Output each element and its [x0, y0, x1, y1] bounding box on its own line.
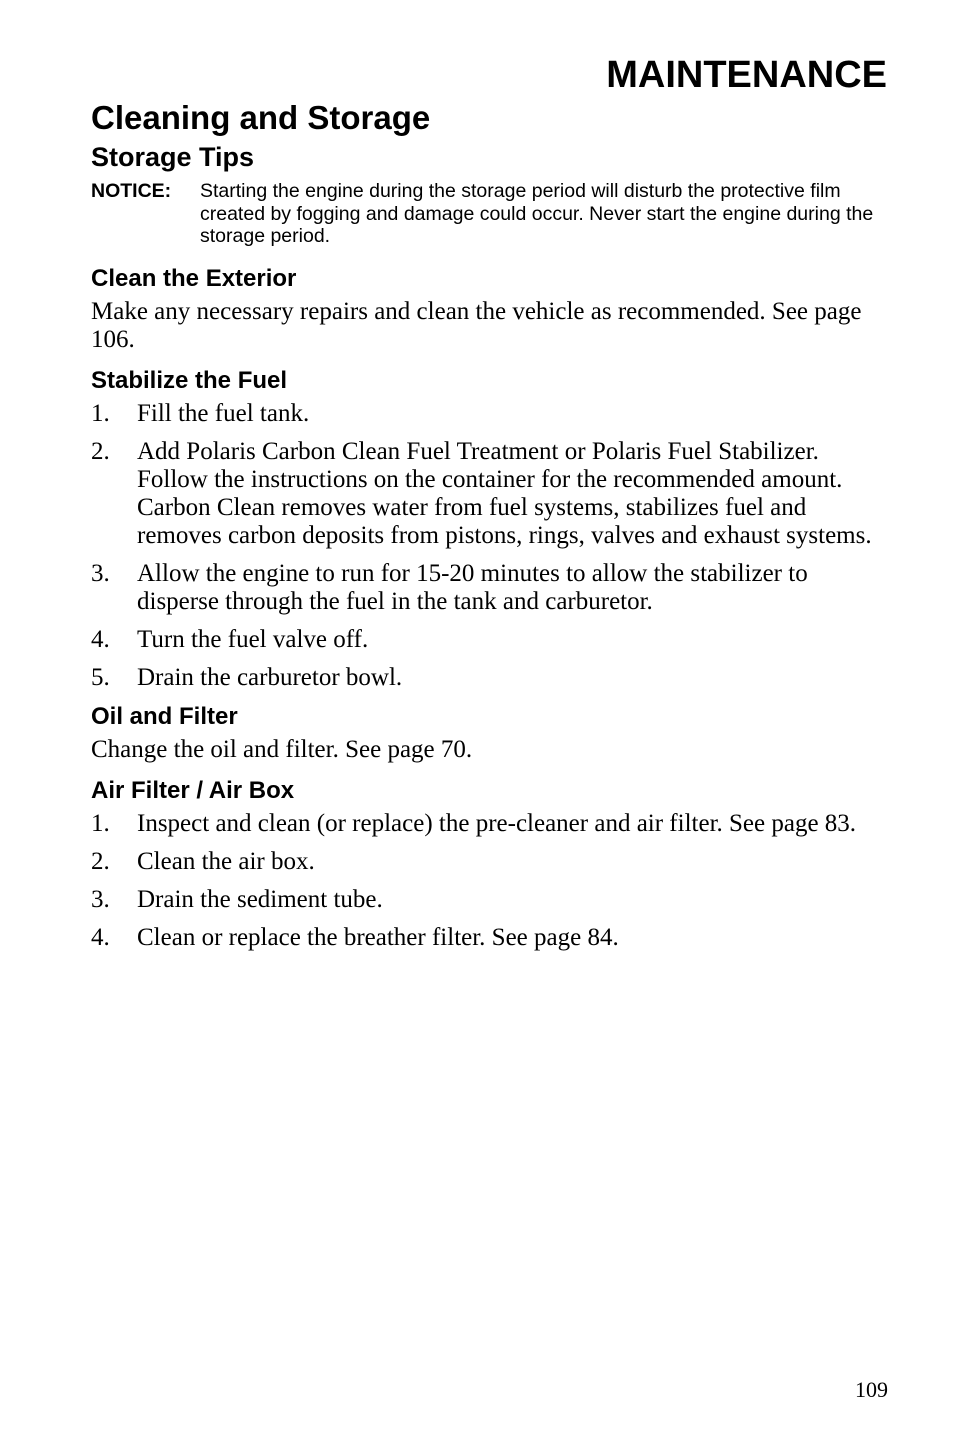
- list-item-text: Clean the air box.: [137, 847, 315, 875]
- list-item-number: 1.: [91, 399, 110, 427]
- page-content: [91, 140, 887, 962]
- list-item-number: 2.: [91, 847, 110, 875]
- list-item: [91, 924, 887, 952]
- stabilize-fuel-list: [91, 400, 887, 692]
- list-item-number: 4.: [91, 625, 110, 653]
- list-item: [91, 438, 887, 550]
- list-item-number: 2.: [91, 437, 110, 465]
- list-item-number: 5.: [91, 663, 110, 691]
- list-item-text: Drain the sediment tube.: [137, 885, 383, 913]
- page-number: 109: [855, 1377, 888, 1402]
- list-item-number: 4.: [91, 923, 110, 951]
- list-item-text: Add Polaris Carbon Clean Fuel Treatment or Polaris Fuel Stabilizer. Follow the instructions on the container for the recommended amount. Carbon Clean removes water from fuel systems, stabilizes fuel and removes carbon deposits from pistons, rings, valves and exhaust systems.: [137, 437, 872, 549]
- list-item-text: Allow the engine to run for 15-20 minutes to allow the stabilizer to disperse through the fuel in the tank and carburetor.: [137, 559, 808, 615]
- heading-clean-exterior: Clean the Exterior: [91, 264, 297, 292]
- list-item-number: 1.: [91, 809, 110, 837]
- list-item-text: Inspect and clean (or replace) the pre-cleaner and air filter. See page 83.: [137, 809, 857, 837]
- list-item: [91, 664, 887, 692]
- air-filter-list: [91, 810, 887, 952]
- list-item-number: 3.: [91, 885, 110, 913]
- list-item-text: Clean or replace the breather filter. See page 84.: [137, 923, 619, 951]
- heading-stabilize-fuel: Stabilize the Fuel: [91, 366, 288, 394]
- notice-text: Starting the engine during the storage period will disturb the protective film created by fogging and damage could occur. Never start the engine during the storage period.: [200, 180, 874, 247]
- notice-label: NOTICE:: [91, 180, 172, 202]
- list-item: [91, 560, 887, 616]
- list-item-text: Drain the carburetor bowl.: [137, 663, 403, 691]
- notice-block: [91, 180, 887, 248]
- section-title: Cleaning and Storage: [91, 99, 431, 136]
- list-item: [91, 810, 887, 838]
- list-item-number: 3.: [91, 559, 110, 587]
- list-item-text: Fill the fuel tank.: [137, 399, 310, 427]
- list-item-text: Turn the fuel valve off.: [137, 625, 369, 653]
- list-item: [91, 626, 887, 654]
- list-item: [91, 886, 887, 914]
- heading-oil-filter: Oil and Filter: [91, 702, 238, 730]
- heading-air-filter: Air Filter / Air Box: [91, 776, 295, 804]
- clean-exterior-text: Make any necessary repairs and clean the vehicle as recommended. See page 106.: [91, 297, 862, 353]
- list-item: [91, 848, 887, 876]
- chapter-title: MAINTENANCE: [606, 54, 887, 96]
- list-item: [91, 400, 887, 428]
- subsection-title: Storage Tips: [91, 142, 255, 172]
- oil-filter-text: Change the oil and filter. See page 70.: [91, 735, 473, 763]
